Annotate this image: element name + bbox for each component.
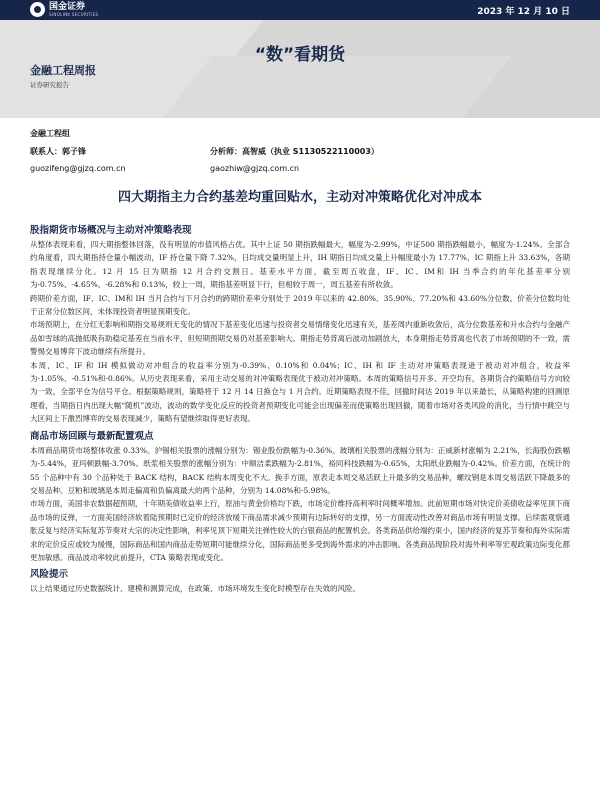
paragraph: 从整体表现来看，四大期指整体回落，没有明显的市值风格占优。其中上证 50 期指跌幅最大，幅度为-2.99%，中证500 期指跌幅最小，幅度为-1.24%。全部合约角度看，四大期指持仓量小幅波动，IF 持仓量下降 7.32%，日均成交量明显上升，IH 期指日均成交量上升幅度最小为 17.77%，IC 期指上升 33.63%，各期指表现继续分化。12 月 15 日为期指 12 月合约交割日。基差水平方面，截至周五收盘，IF、IC、IM和 IH 当季合约的年化基差率分别为-0.75%、-4.65%、-6.28%和 0.13%，较上一周，期指基差明显下行，但相较于周一，周五基差有所收敛。 (30, 240, 570, 290)
paragraph: 跨期价差方面，IF、IC、IM和 IH 当月合约与下月合约的跨期价差率分别处于 2019 年以来的 42.80%、35.90%、77.20%和 43.60%分位数。价差分位数均处于正常分位数区间，未体现投资者明显预期变化。 (30, 293, 570, 317)
analyst-name: 分析师：高智威（执业 S1130522110003） (210, 147, 379, 156)
analyst-email[interactable]: gaozhiw@gjzq.com.cn (210, 164, 300, 173)
main-title: 四大期指主力合约基差均重回贴水，主动对冲策略优化对冲成本 (117, 190, 482, 205)
paragraph: 以上结果通过历史数据统计、建模和测算完成，在政策、市场环境发生变化时模型存在失效的风险。 (30, 584, 360, 594)
report-body (30, 220, 570, 596)
logo-text (49, 3, 98, 17)
contact-email[interactable]: guozifeng@gjzq.com.cn (30, 164, 126, 173)
logo (30, 2, 98, 17)
report-header (0, 0, 600, 118)
paragraph: 本周，IC、IF 和 IH 模拟做动对冲组合的收益率分别为-0.39%、0.10%和 0.04%；IC、IH 和 IF 主动对冲策略表现逊于被动对冲组合，收益率为-1.05%、-0.51%和-0.86%。从历史表现来看，采用主动交易的对冲策略表现优于被动对冲策略。本周的策略信号开多、开空均有，各期货合约策略信号方向较为一致，全部平仓为信号平仓。根据策略规则，策略将于 12 月 14 日换仓与 1 月合约。近期策略表现不佳，回撤时间达 2019 年以来最长，从策略构建的回测原理看，当期指日内出现大幅“随机”波动，波动的数学变化反应的投资者预期变化可能会出现偏差而使策略出现回撤，随着市场对各类风险的消化，当行情中跳空与大区间上下激烈博弈的交易表现减少，策略有望继续取得更好表现。 (30, 360, 570, 424)
section-heading-futures: 股指期货市场概况与主动对冲策略表现 (30, 225, 192, 236)
logo-icon (30, 2, 45, 17)
section-heading-risk: 风险提示 (30, 569, 69, 581)
logo-en: SINOLINK SECURITIES (49, 11, 99, 17)
logo-cn: 国金证券 (49, 1, 86, 12)
report-type: 证券研究报告 (30, 81, 69, 89)
top-bar (0, 0, 600, 20)
department: 金融工程组 (30, 129, 70, 138)
report-series: 金融工程周报 (30, 64, 96, 77)
document-title: “数”看期货 (254, 45, 346, 65)
report-date: 2023 年 12 月 10 日 (477, 7, 570, 17)
paragraph: 市场预期上，在分红无影响和期指交易规则无变化的情况下基差变化迅速与投资者交易情绪变化迅速有关，基差周内重新收敛后，高分位数基差和升水合约与金融产品如雪球的高抛低吸有助稳定基差在当前水平，但短期预期交易仍对基差影响大。期指走势背离后波动加剧放大，本身期指走势背离也代表了市场预期的不一致，需警惕交易博弈下波动继续有所提升。 (30, 320, 570, 357)
section-heading-commodities: 商品市场回顾与最新配置观点 (30, 430, 154, 442)
contact-person: 联系人：郭子锋 (30, 147, 86, 156)
paragraph: 本周商品期货市场整体收涨 0.33%。沪锡相关股票的涨幅分别为：锡业股份跌幅为-0.36%。玻璃相关股票的涨幅分别为：正威新材涨幅为 2.21%，长海股份跌幅为-5.44%，亚玛顿跌幅-3.70%。纸浆相关股票的涨幅分别为：中顺洁柔跌幅为-2.81%，裕同科技跌幅为-0.65%，太阳纸业跌幅为-0.42%。价差方面，在统计的 55 个品种中有 30 个品种处于 BACK 结构，BACK 结构本周变化不大。换手方面，原表走本周交易活跃上升最多的交易品种，螺纹钢是本周交易活跃下降最多的交易品种。豆粕和玻璃是本周走偏离和负偏离最大的两个品种，分别为 14.08%和-5.98%。 (30, 445, 570, 495)
paragraph: 市场方面，美国非农数据超预期，十年期美债收益率上行，原油与黄金价格均下跌，市场定价维持高利率时间概率增加。此前短期市场对快定价美债收益率见顶下商品市场的反弹，一方面美国经济软着陆预期时已定价的经济放缓下商品需求减少预期有边际转好的支撑，另一方面流动性改善对商品市场有明显支撑。后续需观察通胀反复与经济实际复苏节奏对大宗的决定性影响，利率见顶下短期关注弹性较大的白银商品的配置机会。各类商品供给端约束小，国内经济的复苏节奏和海外实际需求的定价反应或较为缓慢，国际商品和国内商品走势短期可能继续分化，国际商品更多受到海外需求的冲击影响。各类商品现阶段对海外利率等宏观政策边际变化都更加敏感。商品波动率较此前提升，CTA 策略表现或变化。 (30, 499, 570, 562)
header-decoration (149, 56, 512, 118)
